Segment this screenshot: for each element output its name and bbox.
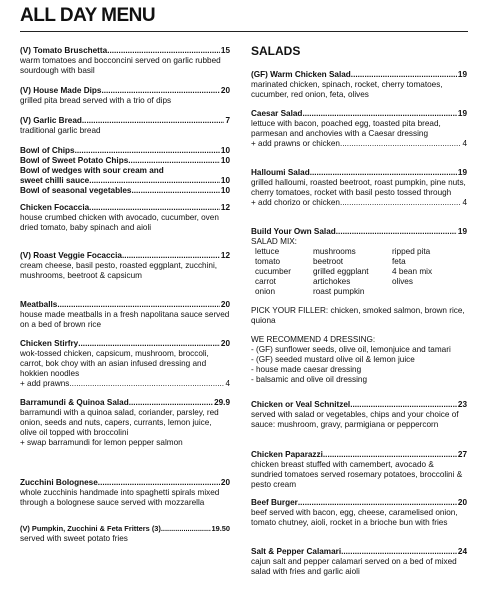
salad-mix-grid xyxy=(251,247,467,297)
item-name: Chicken Focaccia xyxy=(20,203,90,212)
leader-dots xyxy=(323,450,457,460)
menu-item-chicken-stirfry xyxy=(20,339,230,389)
add-on-name: + add prawns xyxy=(20,379,70,388)
item-price: 12 xyxy=(220,203,230,212)
item-price: 20 xyxy=(220,300,230,309)
item-name: Build Your Own Salad xyxy=(251,227,336,236)
mix-option: carrot xyxy=(255,277,276,286)
item-name: Beef Burger xyxy=(251,498,298,507)
item-note: + swap barramundi for lemon pepper salmon xyxy=(20,438,183,447)
item-name: Bowl of seasonal vegetables xyxy=(20,186,132,195)
leader-dots xyxy=(89,203,220,213)
item-name: (V) Tomato Bruschetta xyxy=(20,46,108,55)
dressing-option: - (GF) seeded mustard olive oil & lemon juice xyxy=(251,355,415,364)
item-description: marinated chicken, spinach, rocket, cherry tomatoes, cucumber, red onion, feta, olives xyxy=(251,80,443,99)
leader-dots xyxy=(350,400,457,410)
dressing-option: - balsamic and olive oil dressing xyxy=(251,375,368,384)
item-name: Chicken Stirfry xyxy=(20,339,79,348)
chips-group xyxy=(20,146,230,196)
mix-option: tomato xyxy=(255,257,281,266)
menu-item-salt-pepper-calamari xyxy=(251,547,467,577)
item-name: Chicken Paparazzi xyxy=(251,450,323,459)
menu-item-garlic-bread xyxy=(20,116,230,136)
mix-option: olives xyxy=(392,277,413,286)
item-description: traditional garlic bread xyxy=(20,126,101,135)
item-name: sweet chilli sauce xyxy=(20,176,90,185)
leader-dots xyxy=(69,379,224,389)
leader-dots xyxy=(336,227,457,237)
mix-option xyxy=(392,287,467,297)
item-price: 19.50 xyxy=(211,524,230,533)
item-name: Bowl of Sweet Potato Chips xyxy=(20,156,129,165)
mix-option: onion xyxy=(255,287,276,296)
item-price: 10 xyxy=(220,176,230,185)
item-description: cream cheese, basil pesto, roasted eggplant, zucchini, mushrooms, beetroot & capsicum xyxy=(20,261,218,280)
item-name: (V) House Made Dips xyxy=(20,86,102,95)
leader-dots xyxy=(340,198,461,208)
item-description: warm tomatoes and bocconcini served on garlic rubbed sourdough with basil xyxy=(20,56,221,75)
item-name: Salt & Pepper Calamari xyxy=(251,547,342,556)
item-price: 27 xyxy=(457,450,467,459)
leader-dots xyxy=(161,524,211,534)
item-description: served with salad or vegetables, chips and your choice of sauce: mushroom, gravy, parmigiana or peppercorn xyxy=(251,410,459,429)
add-on-price: 4 xyxy=(462,198,467,207)
item-price: 19 xyxy=(457,227,467,236)
dressing-intro: WE RECOMMEND 4 DRESSING: xyxy=(251,335,376,344)
mix-option: ripped pita xyxy=(392,247,431,256)
leader-dots xyxy=(75,146,220,156)
item-name: Zucchini Bolognese xyxy=(20,478,98,487)
item-description: house made meatballs in a fresh napolitana sauce served on a bed of brown rice xyxy=(20,310,230,329)
menu-item-build-your-own-salad xyxy=(251,227,467,385)
mix-option: 4 bean mix xyxy=(392,267,433,276)
leader-dots xyxy=(78,339,220,349)
item-description: grilled pita bread served with a trio of dips xyxy=(20,96,172,105)
page-title: ALL DAY MENU xyxy=(20,5,156,26)
menu-item-zucchini-bolognese xyxy=(20,478,230,508)
leader-dots xyxy=(351,70,457,80)
add-on-line xyxy=(20,379,230,389)
item-price: 20 xyxy=(457,498,467,507)
leader-dots xyxy=(128,156,220,166)
menu-item-pumpkin-fritters xyxy=(20,524,230,544)
wedges-line: Bowl of wedges with sour cream and xyxy=(20,166,164,175)
item-description: whole zucchinis handmade into spaghetti spirals mixed through a bolognese sauce served with mozzarella xyxy=(20,488,220,507)
mix-option: cucumber xyxy=(255,267,291,276)
leader-dots xyxy=(107,46,220,56)
item-price: 10 xyxy=(220,186,230,195)
item-price: 10 xyxy=(220,146,230,155)
mix-option: beetroot xyxy=(313,257,344,266)
salad-mix-label: SALAD MIX: xyxy=(251,237,297,246)
item-name: Barramundi & Quinoa Salad xyxy=(20,398,129,407)
item-description: served with sweet potato fries xyxy=(20,534,128,543)
salads-heading: SALADS xyxy=(251,44,301,58)
leader-dots xyxy=(98,478,220,488)
mix-option: grilled eggplant xyxy=(313,267,369,276)
leader-dots xyxy=(341,547,457,557)
leader-dots xyxy=(298,498,457,508)
leader-dots xyxy=(82,116,225,126)
leader-dots xyxy=(101,86,219,96)
menu-item-seasonal-vegetables xyxy=(20,186,230,196)
item-description: barramundi with a quinoa salad, coriander, parsley, red onion, seeds and nuts, capers, currants, lemon juice, olive oil topped with broccolini xyxy=(20,408,219,437)
mix-option: mushrooms xyxy=(313,247,356,256)
menu-item-chicken-focaccia xyxy=(20,203,230,233)
mix-option: feta xyxy=(392,257,406,266)
menu-item-beef-burger xyxy=(251,498,467,528)
dressing-option: - (GF) sunflower seeds, olive oil, lemonjuice and tamari xyxy=(251,345,451,354)
item-price: 20 xyxy=(220,86,230,95)
filler-text: PICK YOUR FILLER: chicken, smoked salmon, brown rice, quiona xyxy=(251,306,465,325)
add-on-price: 4 xyxy=(462,139,467,148)
add-on-name: + add chorizo or chicken xyxy=(251,198,340,207)
item-description: beef served with bacon, egg, cheese, caramelised onion, tomato chutney, aioli, rocket in a brioche bun with fries xyxy=(251,508,458,527)
item-name: Chicken or Veal Schnitzel xyxy=(251,400,351,409)
item-price: 10 xyxy=(220,156,230,165)
leader-dots xyxy=(131,186,219,196)
menu-item-barramundi-quinoa-salad xyxy=(20,398,230,448)
item-name: (V) Roast Veggie Focaccia xyxy=(20,251,122,260)
menu-item-tomato-bruschetta xyxy=(20,46,230,76)
leader-dots xyxy=(57,300,220,310)
item-price: 19 xyxy=(457,168,467,177)
mix-option: artichokes xyxy=(313,277,351,286)
item-price: 19 xyxy=(457,109,467,118)
dressing-option: - house made caesar dressing xyxy=(251,365,362,374)
item-price: 7 xyxy=(225,116,230,125)
item-name: (GF) Warm Chicken Salad xyxy=(251,70,351,79)
item-name: Bowl of Chips xyxy=(20,146,75,155)
item-price: 24 xyxy=(457,547,467,556)
menu-item-caesar-salad xyxy=(251,109,467,149)
leader-dots xyxy=(310,168,457,178)
item-name: Halloumi Salad xyxy=(251,168,310,177)
menu-item-house-made-dips xyxy=(20,86,230,106)
item-price: 15 xyxy=(220,46,230,55)
add-on-name: + add prawns or chicken xyxy=(251,139,340,148)
item-description: lettuce with bacon, poached egg, toasted pita bread, parmesan and anchovies with a Caesar dressing xyxy=(251,119,441,138)
menu-item-wedges xyxy=(20,176,230,186)
add-on-line xyxy=(251,198,467,208)
item-name: (V) Garlic Bread xyxy=(20,116,82,125)
title-divider xyxy=(20,31,468,32)
item-name: Caesar Salad xyxy=(251,109,303,118)
item-price: 19 xyxy=(457,70,467,79)
menu-item-meatballs xyxy=(20,300,230,330)
item-price: 12 xyxy=(220,251,230,260)
leader-dots xyxy=(122,251,220,261)
item-description: house crumbed chicken with avocado, cucumber, oven dried tomato, baby spinach and aioli xyxy=(20,213,219,232)
item-description: grilled halloumi, roasted beetroot, roast pumpkin, pine nuts, cherry tomatoes, rocket with basil pesto tossed through xyxy=(251,178,466,197)
leader-dots xyxy=(302,109,456,119)
mix-option: roast pumpkin xyxy=(313,287,365,296)
menu-item-roast-veggie-focaccia xyxy=(20,251,230,281)
item-price: 29.9 xyxy=(214,398,230,407)
menu-item-bowl-of-chips xyxy=(20,146,230,156)
item-name: (V) Pumpkin, Zucchini & Feta Fritters (3) xyxy=(20,524,161,533)
item-price: 23 xyxy=(457,400,467,409)
mix-option: lettuce xyxy=(255,247,280,256)
leader-dots xyxy=(129,398,213,408)
menu-item-sweet-potato-chips xyxy=(20,156,230,166)
add-on-line xyxy=(251,139,467,149)
add-on-price: 4 xyxy=(225,379,230,388)
menu-item-chicken-paparazzi xyxy=(251,450,467,490)
item-price: 20 xyxy=(220,478,230,487)
leader-dots xyxy=(340,139,461,149)
item-price: 20 xyxy=(220,339,230,348)
item-description: cajun salt and pepper calamari served on a bed of mixed salad with fries and garlic aioli xyxy=(251,557,457,576)
item-description: wok-tossed chicken, capsicum, mushroom, broccoli, carrot, bok choy with an asian infused dressing and hokkien noodles xyxy=(20,349,209,378)
item-name: Meatballs xyxy=(20,300,58,309)
leader-dots xyxy=(89,176,220,186)
menu-item-halloumi-salad xyxy=(251,168,467,208)
menu-item-schnitzel xyxy=(251,400,467,430)
menu-item-warm-chicken-salad xyxy=(251,70,467,100)
item-description: chicken breast stuffed with camembert, avocado & sundried tomatoes served rosemary potatoes, broccolini & pesto cream xyxy=(251,460,463,489)
